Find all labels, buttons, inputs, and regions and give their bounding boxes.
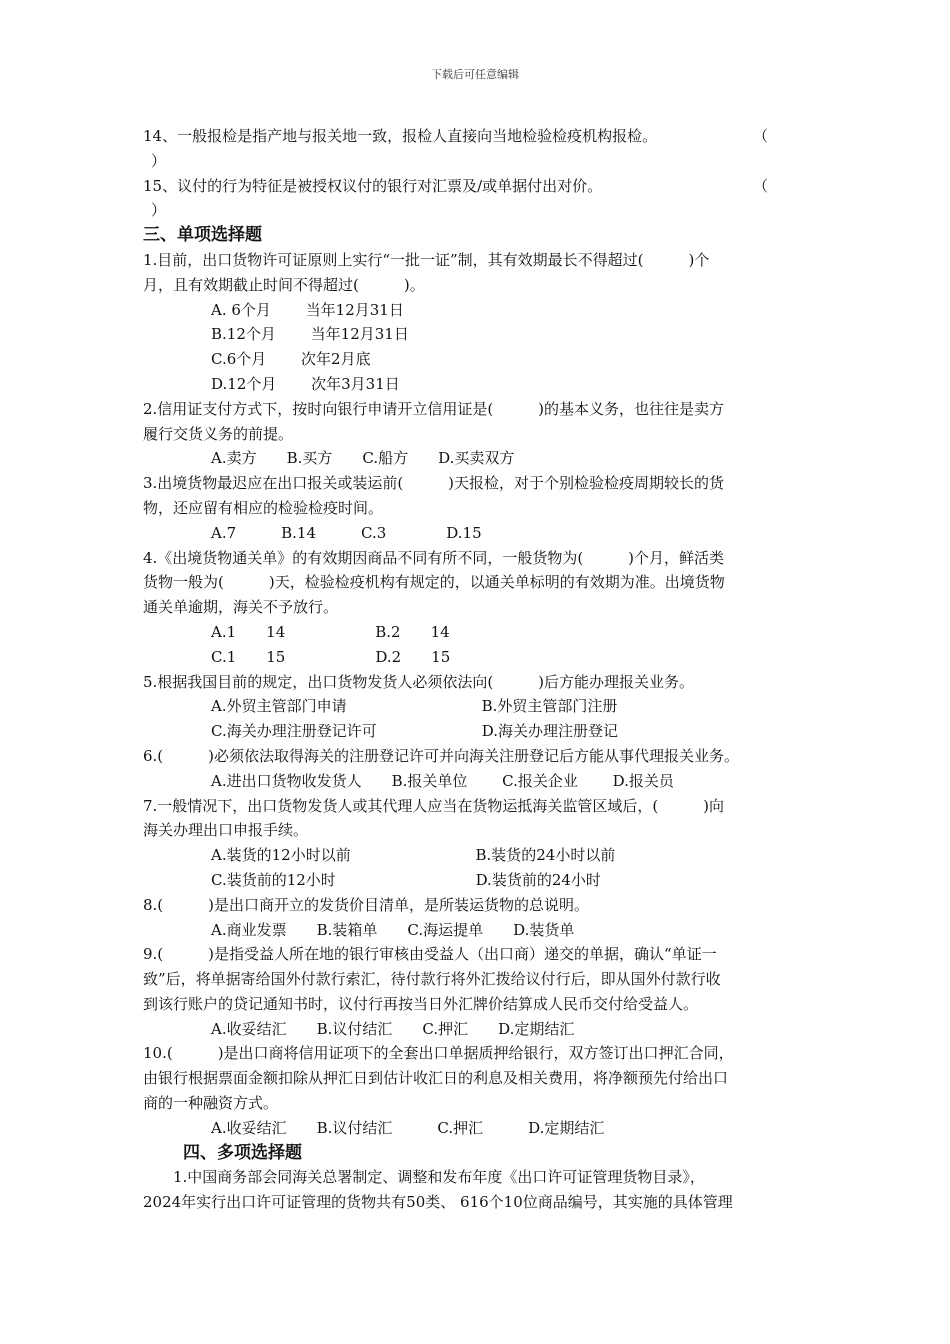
tf-question-text: 14、一般报检是指产地与报关地一致，报检人直接向当地检验检疫机构报检。 (143, 127, 658, 145)
question-text: 物，还应留有相应的检验检疫时间。 (143, 498, 384, 517)
question-1 (143, 248, 808, 397)
question-text: 商的一种融资方式。 (143, 1094, 279, 1113)
question-text: 7.一般情况下，出口货物发货人或其代理人应当在货物运抵海关监管区域后，( )向 (143, 796, 725, 815)
option-d: D.12个月 次年3月31日 (211, 374, 400, 393)
question-4 (143, 546, 808, 670)
answer-paren-close: ） (151, 151, 167, 170)
options-row-cd: C.海关办理注册登记许可 D.海关办理注册登记 (211, 722, 618, 741)
question-text: 海关办理出口申报手续。 (143, 821, 309, 840)
options-row: A.卖方 B.买方 C.船方 D.买卖双方 (211, 449, 515, 468)
tf-question-15 (143, 174, 808, 224)
question-text: 月，且有效期截止时间不得超过( )。 (143, 275, 425, 294)
question-text: 履行交货义务的前提。 (143, 424, 294, 443)
answer-paren-open: （ (752, 127, 768, 145)
page-header: 下载后可任意编辑 (431, 68, 519, 81)
question-text: 致”后，将单据寄给国外付款行索汇，待付款行将外汇拨给议付行后，即从国外付款行收 (143, 970, 721, 989)
options-row: A.收妥结汇 B.议付结汇 C.押汇 D.定期结汇 (211, 1019, 575, 1038)
document-body (143, 124, 808, 1215)
options-row: A.商业发票 B.装箱单 C.海运提单 D.装货单 (211, 920, 575, 939)
question-text: 通关单逾期，海关不予放行。 (143, 598, 339, 617)
answer-paren-open: （ (752, 176, 768, 195)
option-b: B.12个月 当年12月31日 (211, 325, 409, 344)
question-7 (143, 794, 808, 893)
options-row: A.7 B.14 C.3 D.15 (211, 523, 482, 542)
question-2 (143, 397, 808, 471)
question-10 (143, 1041, 808, 1140)
question-text: 2.信用证支付方式下，按时向银行申请开立信用证是( )的基本义务，也往往是卖方 (143, 399, 725, 418)
section-heading-single-choice: 三、单项选择题 (143, 225, 262, 246)
options-row-ab: A.装货的12小时以前 B.装货的24小时以前 (211, 846, 616, 865)
options-row-cd: C.1 15 D.2 15 (211, 647, 451, 666)
options-row: A.进出口货物收发货人 B.报关单位 C.报关企业 D.报关员 (211, 771, 674, 790)
question-text: 到该行账户的贷记通知书时，议付行再按当日外汇牌价结算成人民币交付给受益人。 (143, 994, 699, 1013)
question-text: 2024年实行出口许可证管理的货物共有50类、 616个10位商品编号，其实施的具体管理 (143, 1193, 733, 1212)
multi-question-1 (143, 1165, 808, 1215)
question-text: 10.( )是出口商将信用证项下的全套出口单据质押给银行，双方签订出口押汇合同， (143, 1044, 734, 1063)
question-text: 1.目前，出口货物许可证原则上实行“一批一证”制，其有效期最长不得超过( )个 (143, 250, 710, 269)
question-text: 4.《出境货物通关单》的有效期因商品不同有所不同，一般货物为( )个月，鲜活类 (143, 548, 725, 567)
question-text: 8.( )是出口商开立的发货价目清单，是所装运货物的总说明。 (143, 895, 590, 914)
question-text: 5.根据我国目前的规定，出口货物发货人必须依法向( )后方能办理报关业务。 (143, 672, 695, 691)
question-text: 3.出境货物最迟应在出口报关或装运前( )天报检，对于个别检验检疫周期较长的货 (143, 474, 725, 493)
question-6 (143, 744, 808, 794)
question-text: 9.( )是指受益人所在地的银行审核由受益人（出口商）递交的单据，确认“单证一 (143, 945, 717, 964)
question-text: 6.( )必须依法取得海关的注册登记许可并向海关注册登记后方能从事代理报关业务。 (143, 746, 740, 765)
options-row-ab: A.外贸主管部门申请 B.外贸主管部门注册 (211, 697, 618, 716)
options-row: A.收妥结汇 B.议付结汇 C.押汇 D.定期结汇 (211, 1118, 605, 1137)
question-text: 1.中国商务部会同海关总署制定、调整和发布年度《出口许可证管理货物目录》， (173, 1168, 705, 1187)
tf-question-14 (143, 124, 808, 174)
question-text: 货物一般为( )天，检验检疫机构有规定的，以通关单标明的有效期为准。出境货物 (143, 573, 725, 592)
option-c: C.6个月 次年2月底 (211, 350, 371, 369)
question-9 (143, 942, 808, 1041)
tf-question-text: 15、议付的行为特征是被授权议付的银行对汇票及/或单据付出对价。 (143, 176, 603, 195)
option-a: A. 6个月 当年12月31日 (211, 300, 404, 319)
options-row-cd: C.装货前的12小时 D.装货前的24小时 (211, 870, 601, 889)
question-8 (143, 893, 808, 943)
question-5 (143, 670, 808, 744)
options-row-ab: A.1 14 B.2 14 (211, 622, 450, 641)
question-text: 由银行根据票面金额扣除从押汇日到估计收汇日的利息及相关费用，将净额预先付给出口 (143, 1069, 729, 1088)
question-3 (143, 471, 808, 545)
section-heading-multiple-choice: 四、多项选择题 (183, 1142, 302, 1163)
answer-paren-close: ） (151, 201, 167, 220)
